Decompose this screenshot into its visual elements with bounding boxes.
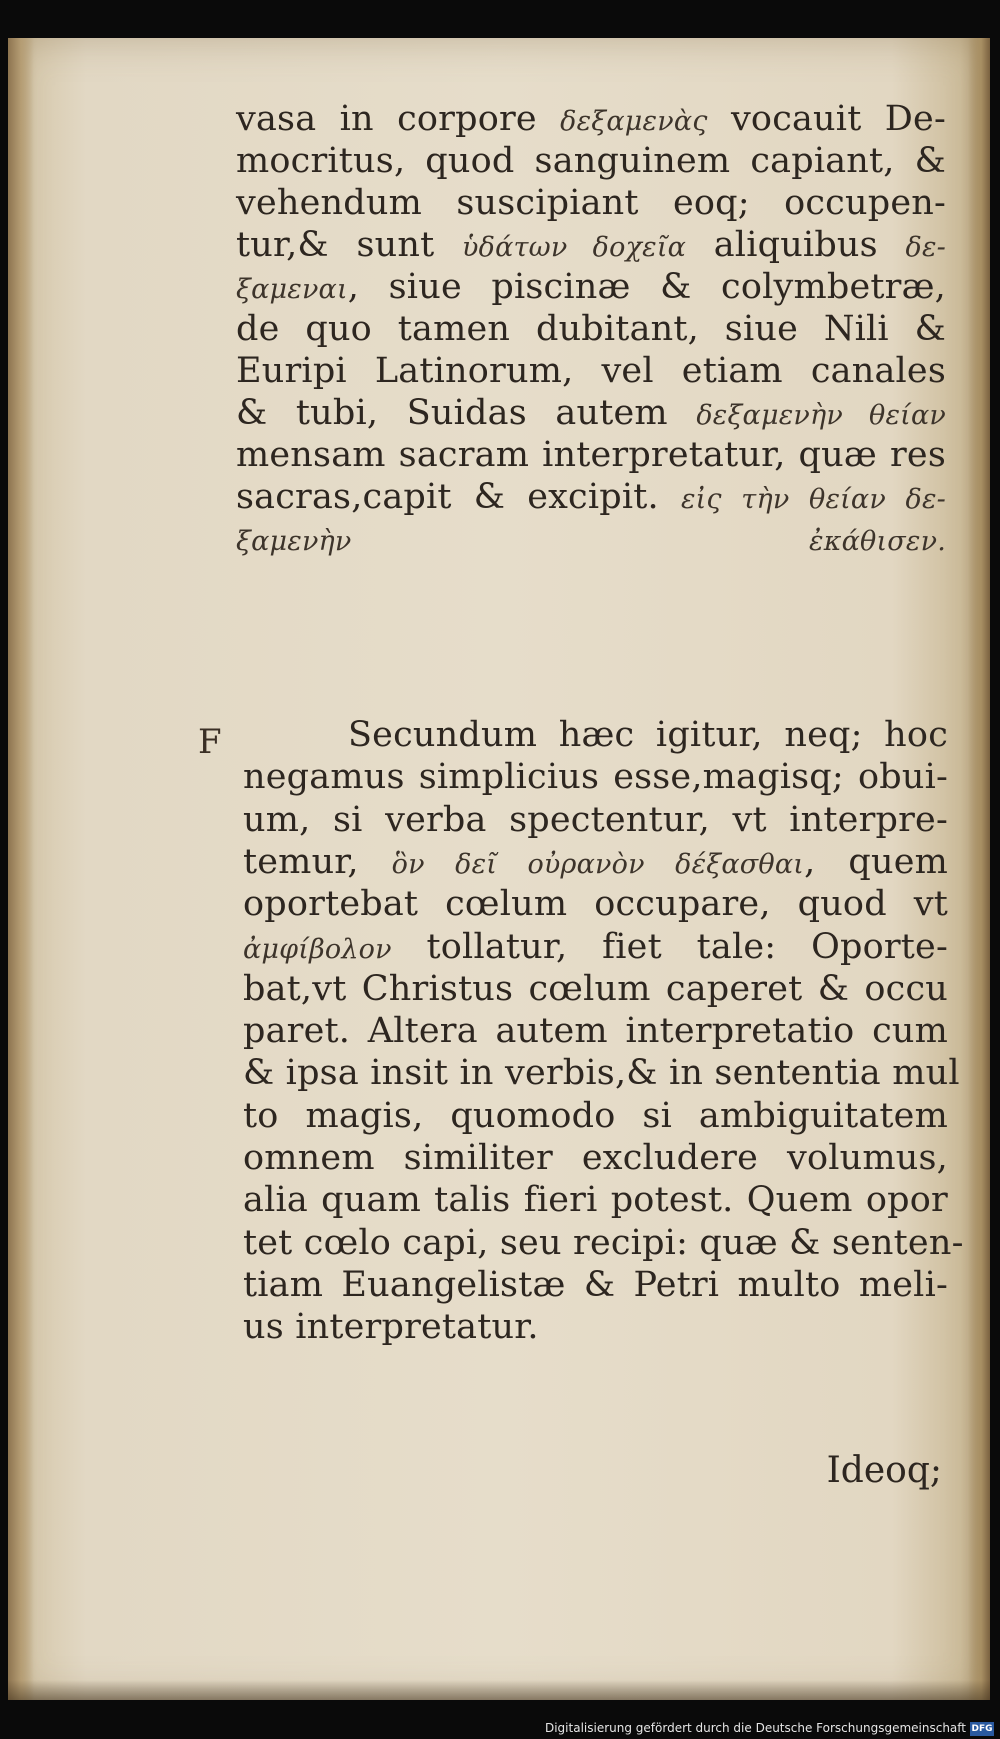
text-line — [243, 882, 948, 926]
latin-text: Secundum hæc igitur, neq; hoc — [348, 715, 948, 755]
latin-text: negamus simplicius esse,magisq; obui- — [243, 757, 948, 798]
page-gutter-left — [8, 38, 34, 1700]
latin-text: paret. Altera autem interpretatio cum — [243, 1011, 948, 1052]
text-line — [243, 798, 948, 842]
margin-signature-mark: F — [198, 722, 222, 762]
latin-text: sacras,capit & excipit. — [236, 477, 681, 517]
text-line — [243, 1094, 948, 1138]
latin-text: tur,& sunt — [236, 225, 463, 265]
text-line — [243, 1178, 948, 1222]
latin-text: tiam Euangelistæ & Petri multo meli- — [243, 1264, 948, 1305]
text-line — [236, 433, 946, 477]
text-line — [243, 1136, 948, 1180]
latin-text: omnem similiter excludere volumus, — [243, 1138, 948, 1178]
latin-text: tet cœlo capi, seu recipi: quæ & senten- — [243, 1222, 964, 1263]
text-line — [243, 1263, 948, 1307]
page-bottom-shadow — [8, 1680, 990, 1700]
greek-text: εἰς τὴν θείαν δε- — [680, 484, 946, 515]
page-edge-right — [968, 38, 990, 1700]
latin-text: bat,vt Christus cœlum caperet & occu — [243, 968, 948, 1009]
latin-text: us interpretatur. — [243, 1307, 539, 1348]
greek-text: δεξαμενὴν θείαν — [696, 400, 946, 431]
latin-text: oportebat cœlum occupare, quod vt — [243, 884, 948, 925]
latin-text: vocauit De- — [707, 99, 946, 139]
greek-text: ὑδάτων δοχεῖα — [462, 232, 687, 263]
text-line — [236, 349, 946, 393]
text-line — [243, 1009, 948, 1053]
text-line — [243, 713, 948, 757]
latin-text: to magis, quomodo si ambiguitatem — [243, 1095, 948, 1136]
greek-text: ἀμφίβολον — [243, 933, 392, 965]
text-line — [236, 517, 946, 564]
latin-text: alia quam talis fieri potest. Quem opor — [243, 1180, 948, 1221]
greek-text: ξαμενὴν ἐκάθισεν. — [236, 526, 946, 557]
latin-text: & tubi, Suidas autem — [236, 393, 697, 433]
latin-text: vasa in corpore — [236, 99, 561, 139]
latin-text: , siue piscinæ & colymbetræ, — [347, 267, 946, 307]
latin-text: , quem — [804, 841, 948, 882]
text-line — [236, 307, 946, 351]
latin-text: aliquibus — [686, 225, 906, 265]
footer-credit-text: Digitalisierung gefördert durch die Deutsche Forschungsgemeinschaft — [544, 1721, 966, 1735]
greek-text: δεξαμενὰς — [560, 106, 708, 137]
text-line — [243, 840, 948, 887]
text-line — [243, 925, 948, 972]
text-line — [236, 475, 946, 522]
text-line — [236, 181, 946, 225]
latin-text: mensam sacram interpretatur, quæ res — [236, 435, 946, 475]
text-line — [243, 967, 948, 1011]
text-line — [243, 1305, 948, 1349]
text-line — [243, 755, 948, 799]
latin-text: mocritus, quod sanguinem capiant, & — [236, 141, 946, 181]
latin-text: um, si verba spectentur, vt interpre- — [243, 799, 948, 840]
text-line — [236, 139, 946, 183]
dfg-logo-icon: DFG — [971, 1724, 993, 1734]
greek-text: ὃν δεῖ οὐρανὸν δέξασθαι — [391, 848, 805, 880]
latin-text: vehendum suscipiant eoq; occupen- — [236, 183, 946, 223]
text-line — [236, 391, 946, 438]
text-line — [243, 1051, 960, 1095]
text-line — [243, 1221, 964, 1265]
text-line — [236, 223, 946, 270]
latin-text: temur, — [243, 841, 392, 882]
text-line — [236, 97, 946, 144]
greek-text: ξαμεναι — [236, 274, 348, 305]
latin-text: tollatur, fiet tale: Oporte- — [391, 926, 948, 967]
text-line — [236, 265, 946, 312]
catchword: Ideoq; — [826, 1450, 942, 1491]
latin-text: Euripi Latinorum, vel etiam canales — [236, 351, 946, 391]
greek-text: δε- — [905, 232, 946, 263]
latin-text: & ipsa insit in verbis,& in sententia mul — [243, 1053, 960, 1094]
latin-text: de quo tamen dubitant, siue Nili & — [236, 309, 946, 349]
